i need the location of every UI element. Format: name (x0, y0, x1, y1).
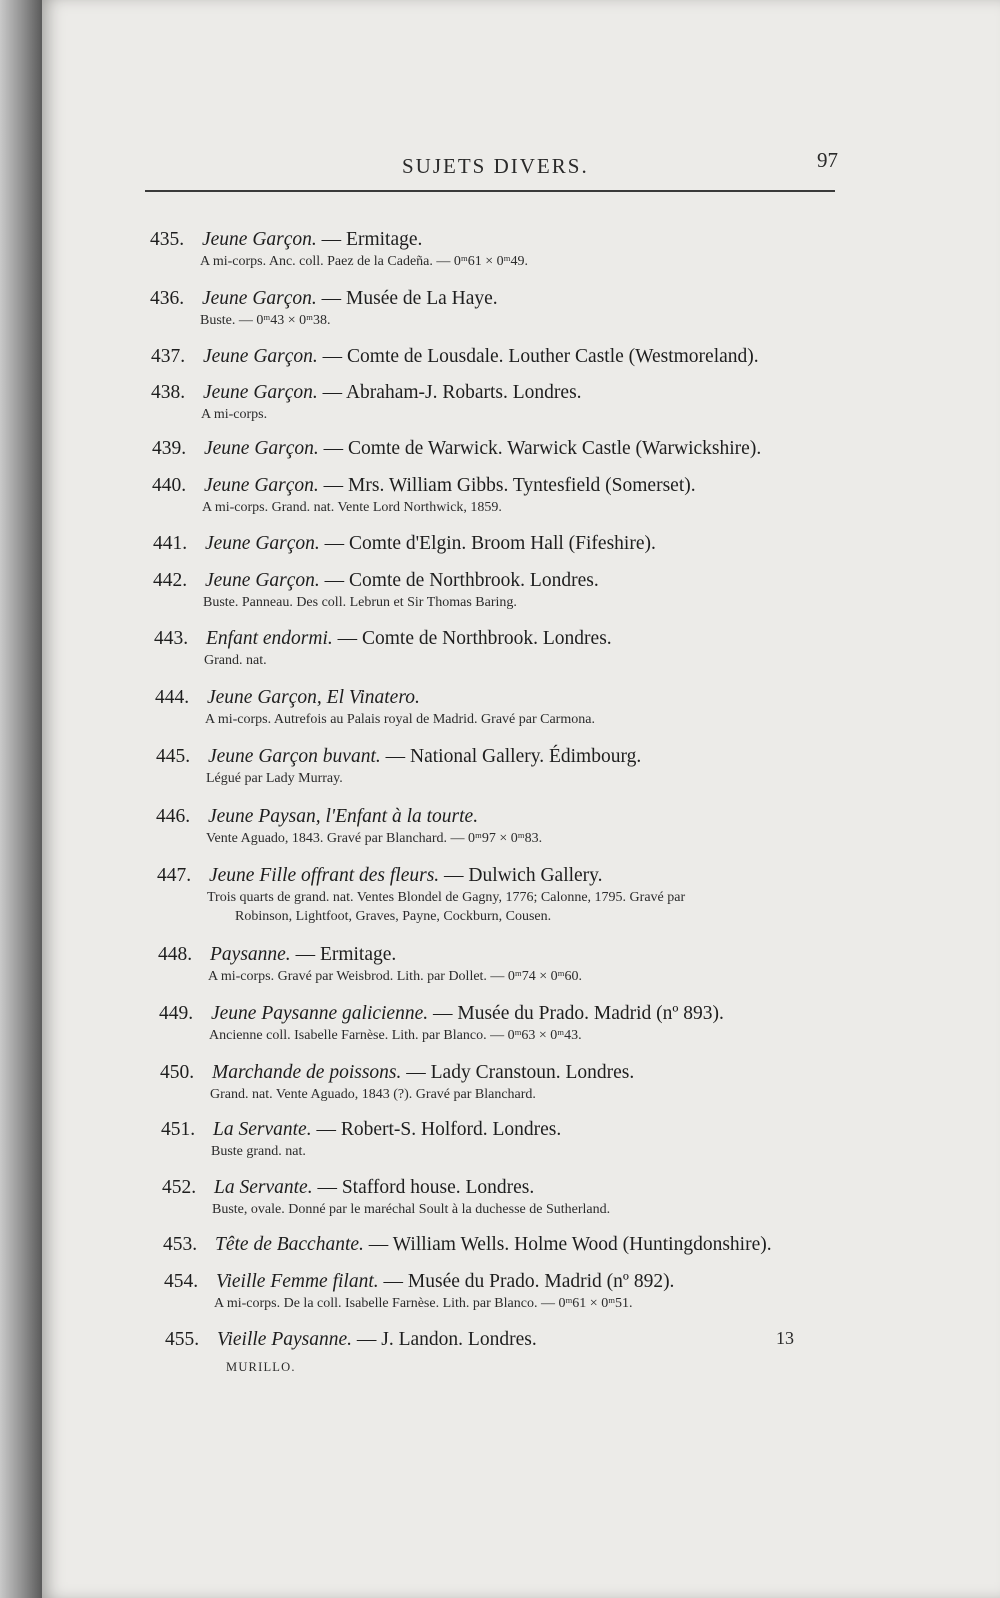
entry-location: — National Gallery. Édimbourg. (380, 746, 642, 767)
entry-location: — Comte de Lousdale. Louther Castle (Westmoreland). (317, 346, 759, 367)
entry-note: Ancienne coll. Isabelle Farnèse. Lith. par Blanco. — 0ᵐ63 × 0ᵐ43. (209, 1028, 582, 1043)
entry-location: — Comte de Warwick. Warwick Castle (Warwickshire). (318, 438, 762, 459)
entry-number: 440. (152, 475, 187, 496)
entry-number: 439. (152, 438, 187, 459)
entry-title: Jeune Garçon. (202, 288, 317, 309)
entry-title: Tête de Bacchante. (215, 1234, 364, 1255)
entry-note: A mi-corps. De la coll. Isabelle Farnèse. Lith. par Blanco. — 0ᵐ61 × 0ᵐ51. (214, 1296, 633, 1311)
entry-location: — Lady Cranstoun. Londres. (401, 1062, 635, 1083)
entry-title: La Servante. (213, 1119, 312, 1140)
entry-title: Jeune Fille offrant des fleurs. (209, 865, 440, 886)
entry-number: 449. (159, 1003, 194, 1024)
sheet-number: 13 (776, 1328, 794, 1348)
entry-location: — Stafford house. Londres. (312, 1177, 535, 1198)
entry-note: Buste. Panneau. Des coll. Lebrun et Sir Thomas Baring. (203, 595, 517, 610)
page-number: 97 (817, 148, 838, 172)
entry-title: Jeune Garçon. (205, 570, 320, 591)
entry-number: 454. (164, 1271, 199, 1292)
catalogue-entry (151, 381, 851, 424)
catalogue-entry (152, 474, 852, 517)
entry-title: Jeune Garçon. (204, 475, 319, 496)
entry-title: Jeune Paysanne galicienne. (211, 1003, 429, 1024)
entry-note: A mi-corps. Gravé par Weisbrod. Lith. par Dollet. — 0ᵐ74 × 0ᵐ60. (208, 969, 583, 984)
entry-number: 441. (153, 533, 188, 554)
entry-title: Jeune Garçon. (204, 438, 319, 459)
entry-title: Jeune Garçon. (203, 382, 318, 403)
entry-location: — Comte de Northbrook. Londres. (332, 628, 612, 649)
entry-note: A mi-corps. Grand. nat. Vente Lord Northwick, 1859. (202, 500, 502, 515)
entry-title: Jeune Garçon buvant. (208, 746, 381, 767)
entry-location: — Robert-S. Holford. Londres. (311, 1119, 562, 1140)
entry-number: 453. (163, 1234, 198, 1255)
entry-number: 451. (161, 1119, 196, 1140)
entry-number: 445. (156, 746, 191, 767)
catalogue-entry (150, 228, 850, 271)
entry-location: — Mrs. William Gibbs. Tyntesfield (Somerset). (318, 475, 696, 496)
catalogue-entry (163, 1233, 863, 1257)
entry-note: Buste grand. nat. (211, 1144, 306, 1159)
entry-title: Jeune Garçon. (205, 533, 320, 554)
entry-note: Trois quarts de grand. nat. Ventes Blondel de Gagny, 1776; Calonne, 1795. Gravé par (207, 890, 686, 905)
entry-number: 436. (150, 288, 185, 309)
entry-location: — Comte d'Elgin. Broom Hall (Fifeshire). (319, 533, 656, 554)
entry-title: Jeune Garçon. (203, 346, 318, 367)
entry-location: — Musée du Prado. Madrid (nº 892). (378, 1271, 675, 1292)
catalogue-entry (154, 627, 854, 670)
catalogue-entry (161, 1118, 861, 1161)
entry-title: Jeune Garçon. (202, 229, 317, 250)
entry-note: Légué par Lady Murray. (206, 771, 343, 786)
entry-location: — Musée de La Haye. (316, 288, 498, 309)
entry-number: 455. (165, 1329, 200, 1350)
entry-title: Jeune Garçon, El Vinatero. (207, 687, 420, 708)
entry-number: 437. (151, 346, 186, 367)
catalogue-entry (153, 569, 853, 612)
catalogue-entry (156, 745, 856, 788)
entry-location: — J. Landon. Londres. (352, 1329, 537, 1350)
entry-number: 446. (156, 806, 191, 827)
entry-location: — Ermitage. (290, 944, 397, 965)
entry-location: — Comte de Northbrook. Londres. (319, 570, 599, 591)
catalogue-entry (155, 686, 855, 729)
catalogue-entry (162, 1176, 862, 1219)
entry-title: Enfant endormi. (206, 628, 333, 649)
catalogue-entry (164, 1270, 864, 1313)
entry-location: — Ermitage. (316, 229, 423, 250)
entry-title: La Servante. (214, 1177, 313, 1198)
entry-note: Buste. — 0ᵐ43 × 0ᵐ38. (200, 313, 331, 328)
entry-title: Marchande de poissons. (212, 1062, 402, 1083)
catalogue-entry (157, 864, 857, 926)
entry-number: 435. (150, 229, 185, 250)
entry-number: 444. (155, 687, 190, 708)
entry-title: Jeune Paysan, l'Enfant à la tourte. (208, 806, 479, 827)
entry-note: Grand. nat. Vente Aguado, 1843 (?). Gravé par Blanchard. (210, 1087, 536, 1102)
signature-mark: MURILLO. (226, 1360, 296, 1374)
entry-note: A mi-corps. (201, 407, 268, 422)
entry-note-continued: Robinson, Lightfoot, Graves, Payne, Cockburn, Cousen. (235, 909, 552, 924)
entry-location: — Dulwich Gallery. (439, 865, 603, 886)
entry-number: 452. (162, 1177, 197, 1198)
entry-note: Grand. nat. (204, 653, 267, 668)
entry-note: A mi-corps. Autrefois au Palais royal de Madrid. Gravé par Carmona. (205, 712, 595, 727)
catalogue-entry (165, 1328, 865, 1352)
entry-note: Vente Aguado, 1843. Gravé par Blanchard. — 0ᵐ97 × 0ᵐ83. (206, 831, 543, 846)
catalogue-entry (150, 287, 850, 330)
catalogue-entry (152, 437, 852, 461)
entry-number: 442. (153, 570, 188, 591)
entry-title: Vieille Paysanne. (217, 1329, 353, 1350)
entry-location: — Abraham-J. Robarts. Londres. (317, 382, 582, 403)
entry-number: 450. (160, 1062, 195, 1083)
entry-title: Vieille Femme filant. (216, 1271, 379, 1292)
entry-location: — Musée du Prado. Madrid (nº 893). (428, 1003, 724, 1024)
entry-note: Buste, ovale. Donné par le maréchal Soult à la duchesse de Sutherland. (212, 1202, 611, 1217)
entry-number: 447. (157, 865, 192, 886)
catalogue-entry (160, 1061, 860, 1104)
entry-number: 448. (158, 944, 193, 965)
catalogue-entry (159, 1002, 859, 1045)
catalogue-entry (158, 943, 858, 986)
entry-note: A mi-corps. Anc. coll. Paez de la Cadeña. — 0ᵐ61 × 0ᵐ49. (200, 254, 528, 269)
catalogue-entry (151, 345, 851, 369)
entry-title: Paysanne. (210, 944, 291, 965)
catalogue-entry (156, 805, 856, 848)
entry-number: 443. (154, 628, 189, 649)
entry-location: — William Wells. Holme Wood (Huntingdonshire). (363, 1234, 772, 1255)
catalogue-entry (153, 532, 853, 556)
running-header: SUJETS DIVERS. (402, 154, 589, 178)
entry-number: 438. (151, 382, 186, 403)
